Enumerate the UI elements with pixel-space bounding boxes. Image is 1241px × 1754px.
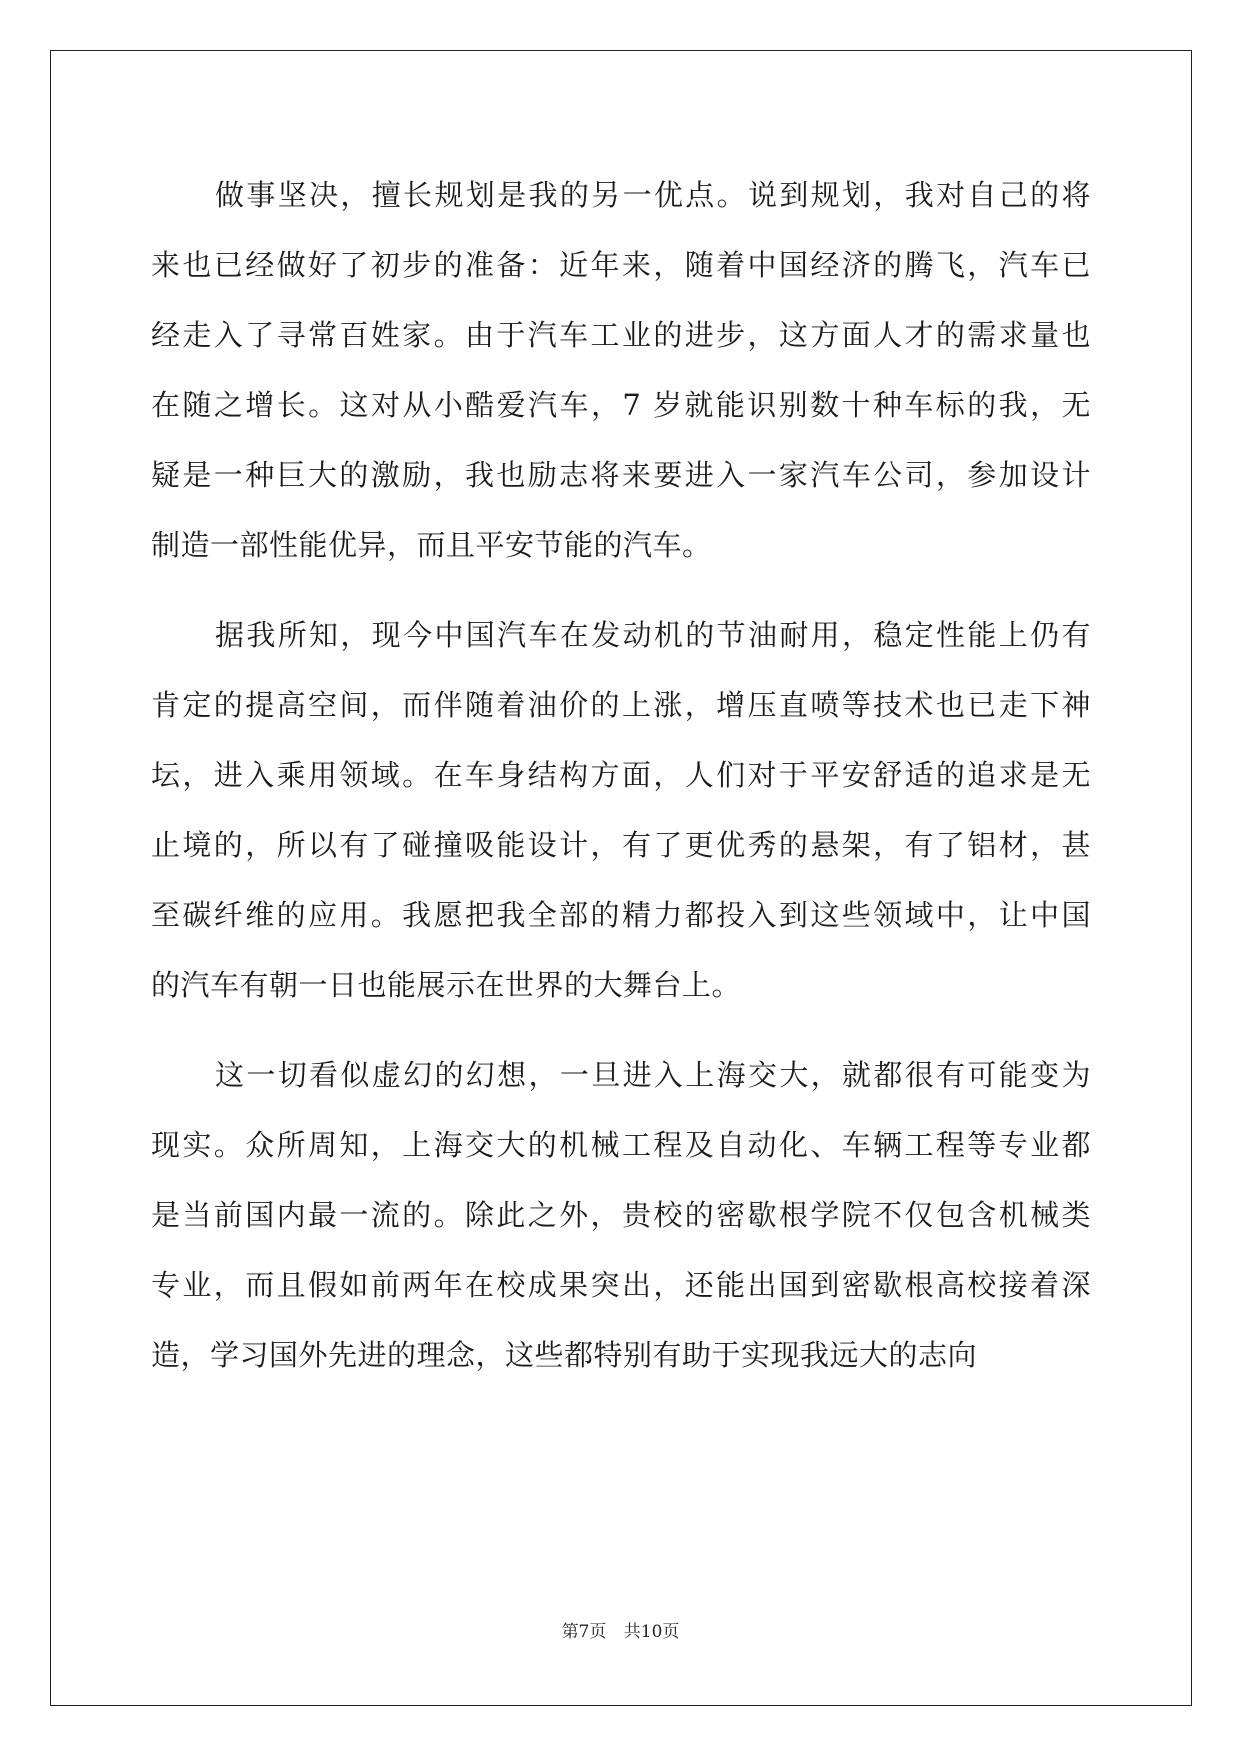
paragraph-line: 现实。众所周知，上海交大的机械工程及自动化、车辆工程等专业都 (151, 1128, 1091, 1162)
page-footer (0, 1621, 1241, 1643)
document-body (151, 160, 1091, 1390)
paragraph-line: 做事坚决，擅长规划是我的另一优点。说到规划，我对自己的将 (215, 178, 1091, 212)
paragraph-line: 疑是一种巨大的激励，我也励志将来要进入一家汽车公司，参加设计 (151, 458, 1091, 492)
paragraph-line: 止境的，所以有了碰撞吸能设计，有了更优秀的悬架，有了铝材，甚 (151, 828, 1091, 862)
paragraph-line: 至碳纤维的应用。我愿把我全部的精力都投入到这些领域中，让中国 (151, 898, 1091, 932)
paragraph-line: 这一切看似虚幻的幻想，一旦进入上海交大，就都很有可能变为 (215, 1058, 1091, 1092)
paragraph-line: 在随之增长。这对从小酷爱汽车，7 岁就能识别数十种车标的我，无 (151, 388, 1091, 422)
paragraph-line: 肯定的提高空间，而伴随着油价的上涨，增压直喷等技术也已走下神 (151, 688, 1091, 722)
paragraph-line: 坛，进入乘用领域。在车身结构方面，人们对于平安舒适的追求是无 (151, 758, 1091, 792)
paragraph-3 (151, 1040, 1091, 1390)
paragraph-line: 经走入了寻常百姓家。由于汽车工业的进步，这方面人才的需求量也 (151, 318, 1091, 352)
current-page-number: 第7页 (561, 1622, 607, 1642)
total-pages: 共10页 (623, 1622, 680, 1642)
paragraph-2 (151, 600, 1091, 1020)
paragraph-line: 是当前国内最一流的。除此之外，贵校的密歇根学院不仅包含机械类 (151, 1198, 1091, 1232)
paragraph-1 (151, 160, 1091, 580)
paragraph-line: 制造一部性能优异，而且平安节能的汽车。 (151, 528, 712, 562)
paragraph-line: 据我所知，现今中国汽车在发动机的节油耐用，稳定性能上仍有 (215, 618, 1091, 652)
paragraph-line: 专业，而且假如前两年在校成果突出，还能出国到密歇根高校接着深 (151, 1268, 1091, 1302)
paragraph-line: 来也已经做好了初步的准备：近年来，随着中国经济的腾飞，汽车已 (151, 248, 1091, 282)
paragraph-line: 的汽车有朝一日也能展示在世界的大舞台上。 (151, 968, 742, 1002)
paragraph-line: 造，学习国外先进的理念，这些都特别有助于实现我远大的志向 (151, 1338, 978, 1372)
